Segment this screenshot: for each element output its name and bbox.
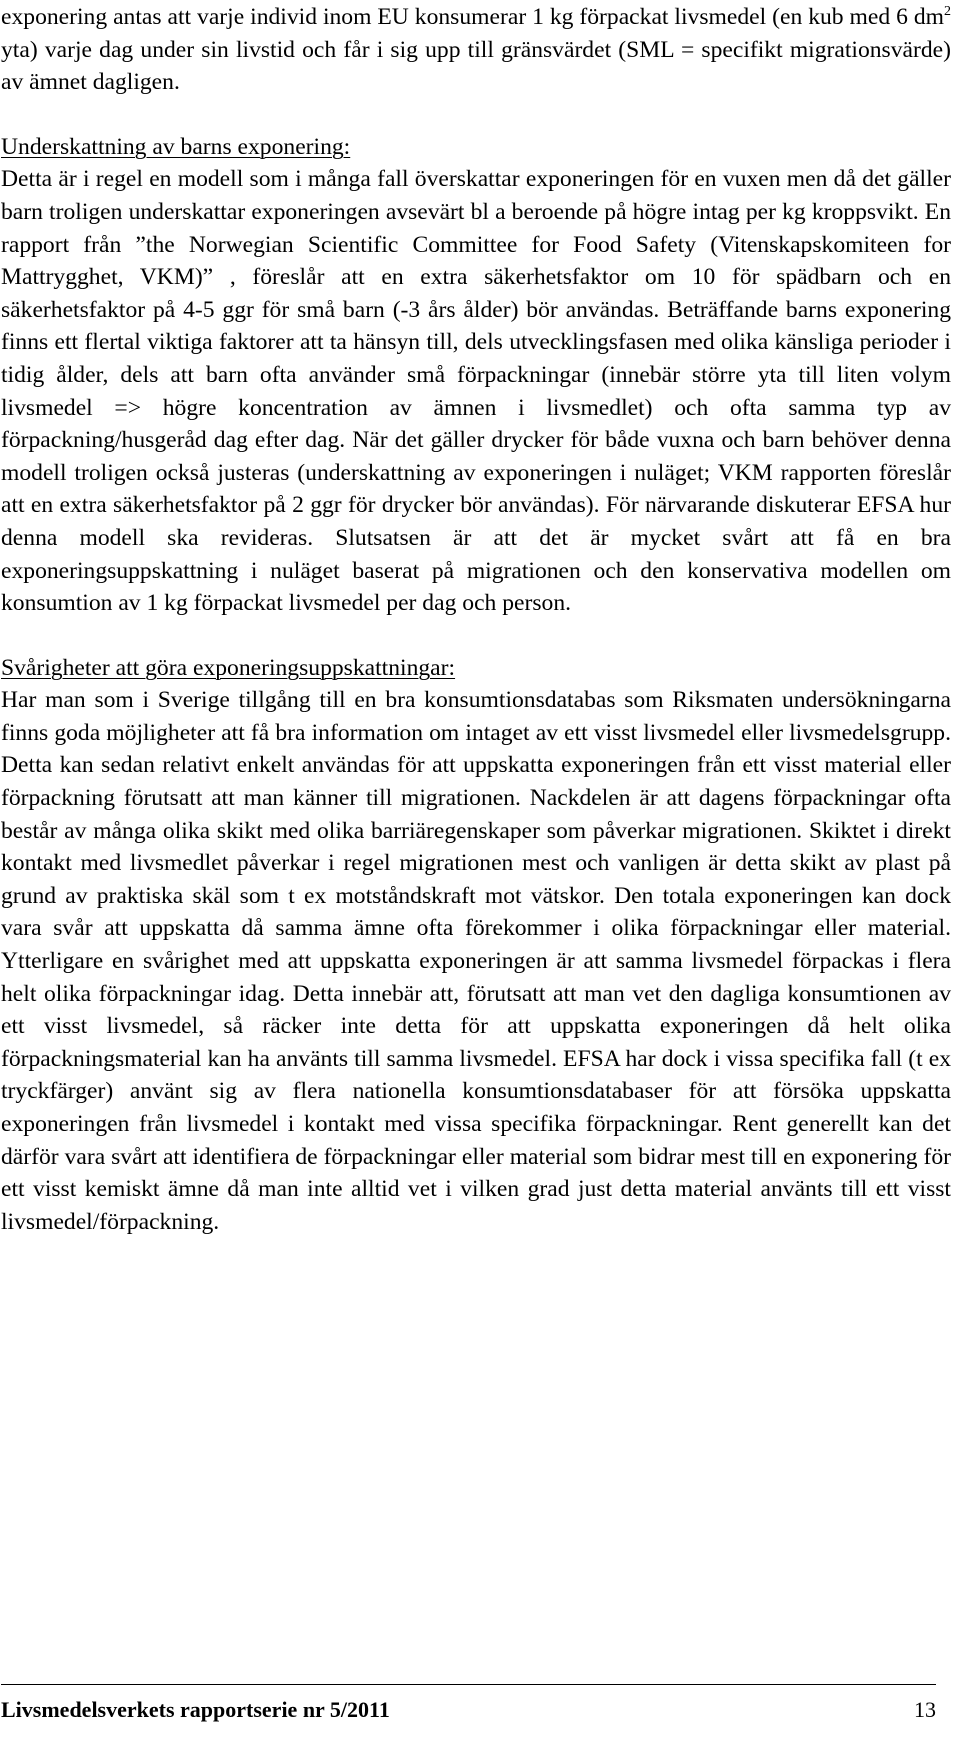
- section-heading-underskattning: Underskattning av barns exponering:: [1, 133, 351, 160]
- intro-paragraph: [1, 1, 951, 99]
- page-footer: [1, 1684, 936, 1725]
- section-heading-svarigheter: Svårigheter att göra exponeringsuppskattningar:: [1, 654, 456, 681]
- footer-page-number: 13: [914, 1697, 936, 1722]
- section-body-svarigheter: Har man som i Sverige tillgång till en bra konsumtionsdatabas som Riksmaten undersökningarna finns goda möjligheter att få bra information om intaget av ett visst livsmedel eller livsmedelsgrupp. Detta kan sedan relativt enkelt användas för att uppskatta exponeringen från ett visst material eller förpackning förutsatt att man känner till migrationen. Nackdelen är att dagens förpackningar ofta består av många olika skikt med olika barriäregenskaper som påverkar migrationen. Skiktet i direkt kontakt med livsmedlet påverkar i regel migrationen mest och vanligen är detta skikt av plast på grund av praktiska skäl som t ex motståndskraft mot vätskor. Den totala exponeringen kan dock vara svår att uppskatta då samma ämne ofta förekommer i olika förpackningar eller material. Ytterligare en svårighet med att uppskatta exponeringen är att samma livsmedel förpackas i flera helt olika förpackningar idag. Detta innebär att, förutsatt att man vet den dagliga konsumtionen av ett visst livsmedel, så räcker inte detta för att uppskatta exponeringen då helt olika förpackningsmaterial kan ha använts till samma livsmedel. EFSA har dock i vissa specifika fall (t ex tryckfärger) använt sig av flera nationella konsumtionsdatabaser för att försöka uppskatta exponeringen från livsmedel i kontakt med vissa specifika förpackningar. Rent generellt kan det därför vara svårt att identifiera de förpackningar eller material som bidrar mest till en exponering för ett visst kemiskt ämne då man inte alltid vet i vilken grad just detta material använts till ett visst livsmedel/förpackning.: [1, 687, 951, 1235]
- section-svarigheter: [1, 652, 951, 1239]
- paragraph-gap: [1, 99, 951, 131]
- intro-superscript: 2: [944, 4, 951, 19]
- section-body-underskattning: Detta är i regel en modell som i många fall överskattar exponeringen för en vuxen men då det gäller barn troligen underskattar exponeringen avsevärt bl a beroende på högre intag per kg kroppsvikt. En rapport från ”the Norwegian Scientific Committee for Food Safety (Vitenskapskomiteen for Mattrygghet, VKM)” , föreslår att en extra säkerhetsfaktor om 10 för spädbarn och en säkerhetsfaktor på 4-5 ggr för små barn (-3 års ålder) bör användas. Beträffande barns exponering finns ett flertal viktiga faktorer att ta hänsyn till, dels utvecklingsfasen med olika känsliga perioder i tidig ålder, dels att barn ofta använder små förpackningar (innebär större yta till liten volym livsmedel => högre koncentration av ämnen i livsmedlet) och ofta samma typ av förpackning/husgeråd dag efter dag. När det gäller drycker för både vuxna och barn behöver denna modell troligen också justeras (underskattning av exponeringen i nuläget; VKM rapporten föreslår att en extra säkerhetsfaktor på 2 ggr för drycker bör användas). För närvarande diskuterar EFSA hur denna modell ska revideras. Slutsatsen är att det är mycket svårt att få en bra exponeringsuppskattning i nuläget baserat på migrationen och den konservativa modellen om konsumtion av 1 kg förpackat livsmedel per dag och person.: [1, 166, 951, 617]
- intro-text-part1: exponering antas att varje individ inom EU konsumerar 1 kg förpackat livsmedel (en kub med 6 dm: [1, 4, 944, 30]
- text-column: [1, 1, 951, 1238]
- section-underskattning: [1, 131, 951, 620]
- footer-series-title: Livsmedelsverkets rapportserie nr 5/2011: [1, 1697, 390, 1722]
- paragraph-gap: [1, 620, 951, 652]
- intro-text-part2: yta) varje dag under sin livstid och får i sig upp till gränsvärdet (SML = specifikt migrationsvärde) av ämnet dagligen.: [1, 36, 951, 96]
